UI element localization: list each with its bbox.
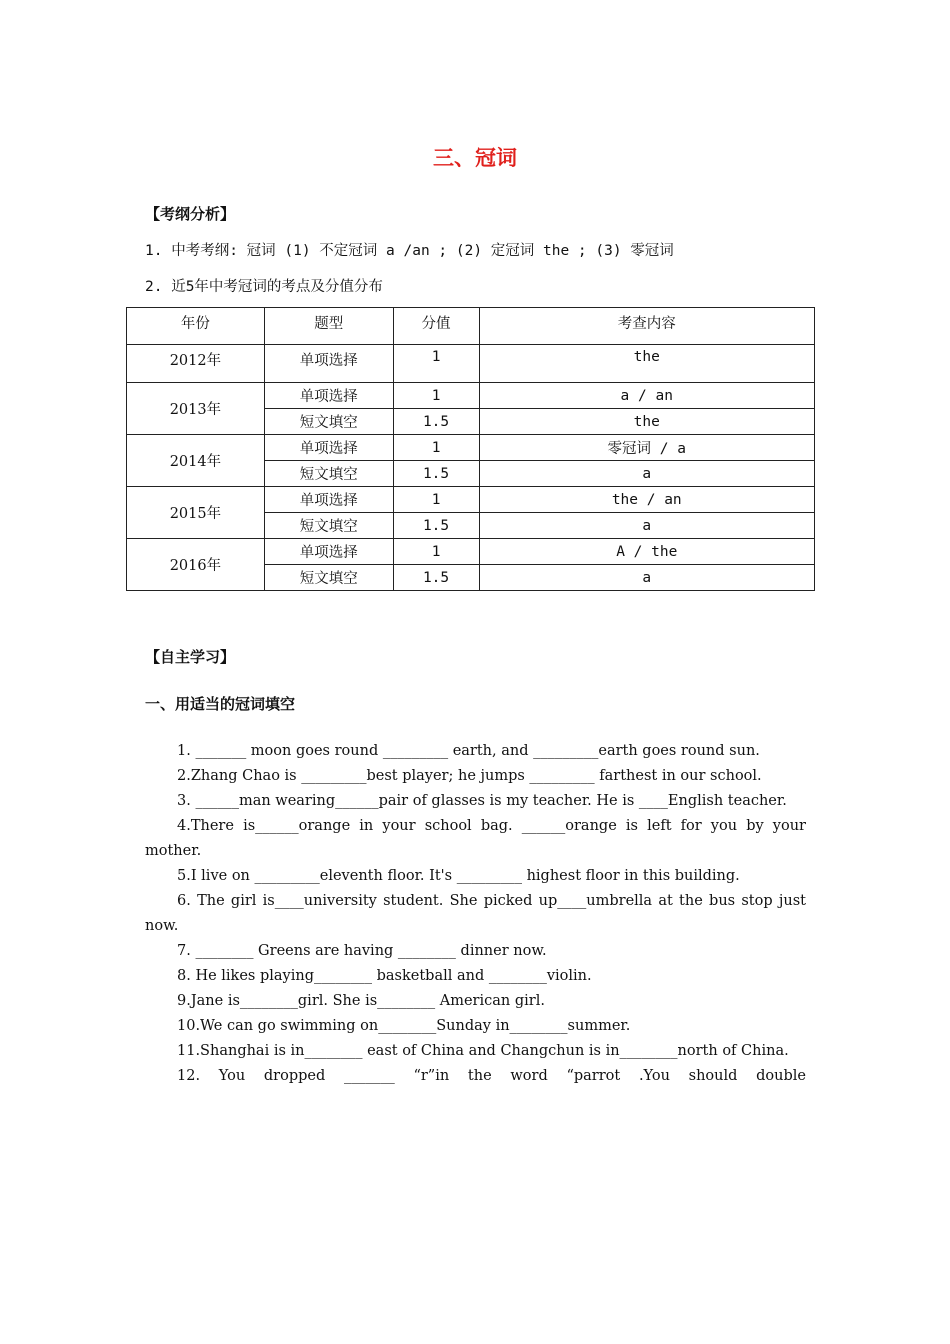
type-cell: 短文填空 <box>264 461 393 487</box>
exercise-item: 7. ________ Greens are having ________ dinner now. <box>177 943 547 959</box>
syllabus-line-2: 2. 近5年中考冠词的考点及分值分布 <box>145 279 383 295</box>
score-cell: 1 <box>393 345 479 383</box>
page-title: 三、冠词 <box>433 146 517 170</box>
content-cell: a / an <box>479 383 815 409</box>
type-cell: 单项选择 <box>264 345 393 383</box>
table-row <box>127 435 815 461</box>
type-cell: 短文填空 <box>264 565 393 591</box>
content-cell: A / the <box>479 539 815 565</box>
table-header-row <box>127 308 815 345</box>
exercise-item: 9.Jane is________girl. She is________ American girl. <box>177 993 545 1009</box>
type-cell: 短文填空 <box>264 513 393 539</box>
exercise-heading: 一、用适当的冠词填空 <box>145 695 296 713</box>
content-cell: the <box>479 409 815 435</box>
type-cell: 单项选择 <box>264 435 393 461</box>
header-score: 分值 <box>393 308 479 345</box>
header-content: 考查内容 <box>479 308 815 345</box>
score-distribution-table <box>126 307 815 591</box>
exercise-item: 12. You dropped _______ “r”in the word “parrot .You should double <box>177 1068 806 1084</box>
content-cell: a <box>479 461 815 487</box>
year-cell: 2015年 <box>127 487 265 539</box>
score-cell: 1 <box>393 435 479 461</box>
score-cell: 1 <box>393 383 479 409</box>
syllabus-line-1: 1. 中考考纲: 冠词 (1) 不定冠词 a /an ; (2) 定冠词 the ; (3) 零冠词 <box>145 243 674 259</box>
section-heading-self-study: 【自主学习】 <box>145 648 236 666</box>
exercise-item: 5.I live on _________eleventh floor. It's _________ highest floor in this building. <box>177 868 740 884</box>
table-row <box>127 345 815 383</box>
year-cell: 2013年 <box>127 383 265 435</box>
exercise-item: 2.Zhang Chao is _________best player; he jumps _________ farthest in our school. <box>177 768 762 784</box>
section-heading-syllabus: 【考纲分析】 <box>145 205 236 223</box>
exercise-item: 6. The girl is____university student. She picked up____umbrella at the bus stop just now. <box>145 893 806 934</box>
type-cell: 单项选择 <box>264 487 393 513</box>
content-cell: a <box>479 513 815 539</box>
type-cell: 短文填空 <box>264 409 393 435</box>
exercise-list <box>145 739 806 1089</box>
exercise-item: 8. He likes playing________ basketball and ________violin. <box>177 968 592 984</box>
header-type: 题型 <box>264 308 393 345</box>
year-cell: 2016年 <box>127 539 265 591</box>
exercise-item: 4.There is______orange in your school bag. ______orange is left for you by your mother. <box>145 818 806 859</box>
content-cell: 零冠词 / a <box>479 435 815 461</box>
content-cell: a <box>479 565 815 591</box>
year-cell: 2014年 <box>127 435 265 487</box>
type-cell: 单项选择 <box>264 383 393 409</box>
score-cell: 1.5 <box>393 409 479 435</box>
exercise-item: 3. ______man wearing______pair of glasses is my teacher. He is ____English teacher. <box>177 793 787 809</box>
score-cell: 1.5 <box>393 461 479 487</box>
year-cell: 2012年 <box>127 345 265 383</box>
exercise-item: 10.We can go swimming on________Sunday in________summer. <box>177 1018 631 1034</box>
type-cell: 单项选择 <box>264 539 393 565</box>
content-cell: the <box>479 345 815 383</box>
score-cell: 1.5 <box>393 565 479 591</box>
header-year: 年份 <box>127 308 265 345</box>
exercise-item: 1. _______ moon goes round _________ earth, and _________earth goes round sun. <box>177 743 760 759</box>
score-cell: 1.5 <box>393 513 479 539</box>
table-row <box>127 539 815 565</box>
content-cell: the / an <box>479 487 815 513</box>
score-cell: 1 <box>393 539 479 565</box>
exercise-item: 11.Shanghai is in________ east of China and Changchun is in________north of China. <box>177 1043 789 1059</box>
table-row <box>127 487 815 513</box>
table-row <box>127 383 815 409</box>
score-cell: 1 <box>393 487 479 513</box>
